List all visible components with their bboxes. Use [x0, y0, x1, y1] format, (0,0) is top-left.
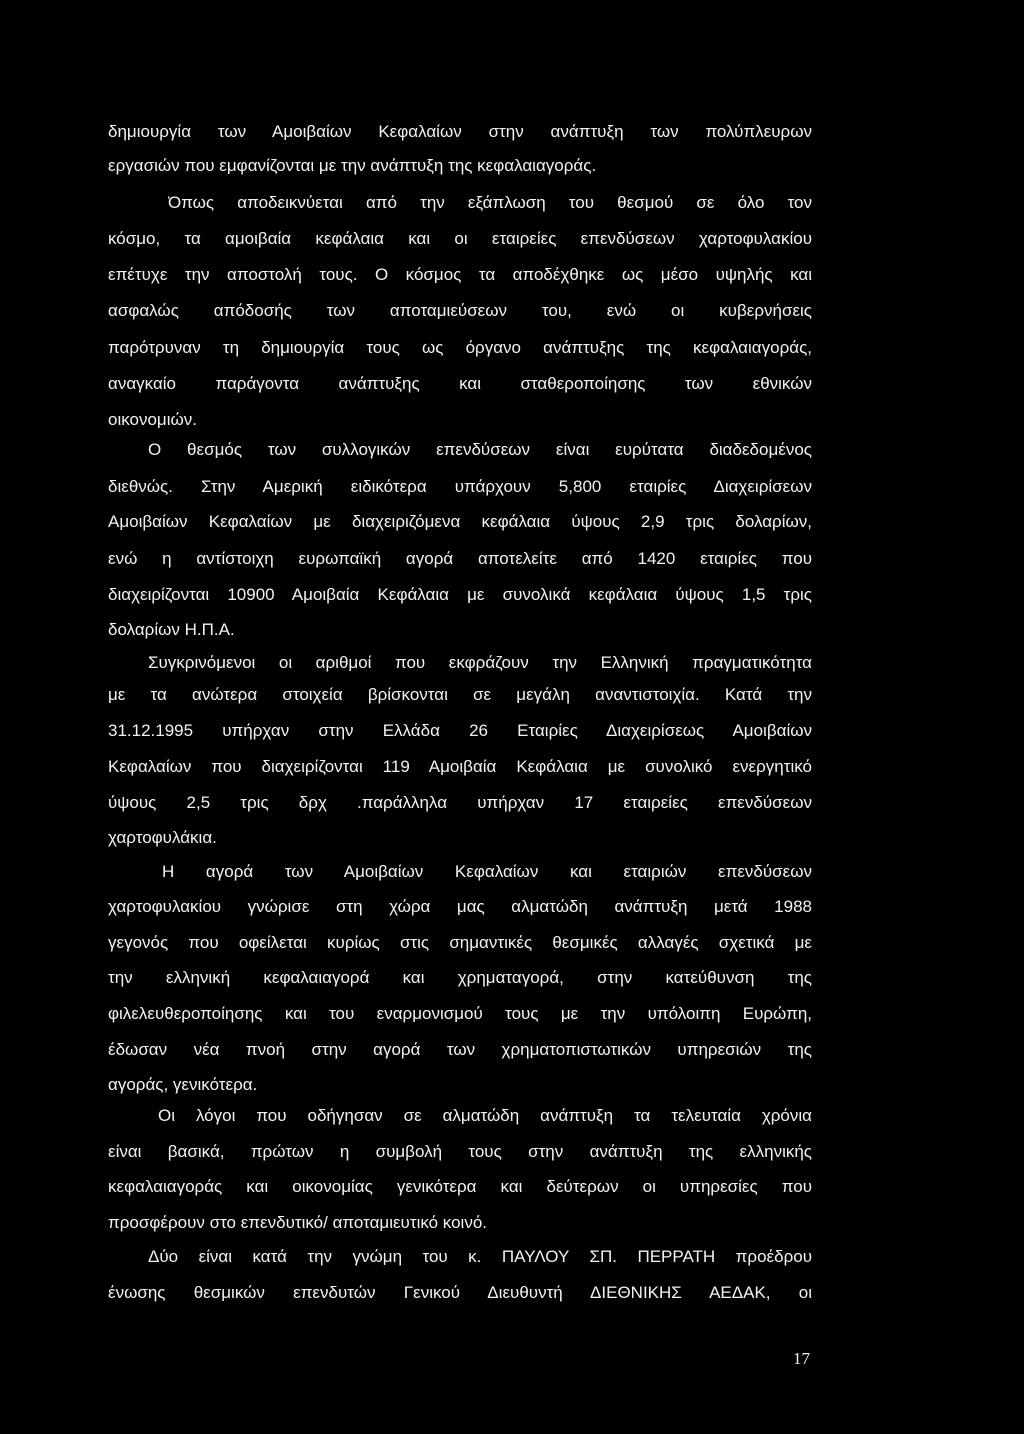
text-line: είναι βασικά, πρώτων η συμβολή τους στην ανάπτυξη της ελληνικής [108, 1142, 812, 1161]
text-line: διαχειρίζονται 10900 Αμοιβαία Κεφάλαια με συνολικά κεφάλαια ύψους 1,5 τρις [108, 585, 812, 604]
text-line: Ο θεσμός των συλλογικών επενδύσεων είναι ευρύτατα διαδεδομένος [148, 440, 812, 459]
text-line: Όπως αποδεικνύεται από την εξάπλωση του θεσμού σε όλο τον [168, 193, 812, 212]
text-line: δημιουργία των Αμοιβαίων Κεφαλαίων στην ανάπτυξη των πολύπλευρων [108, 122, 812, 141]
text-line: ένωσης θεσμικών επενδυτών Γενικού Διευθυντή ΔΙΕΘΝΙΚΗΣ ΑΕΔΑΚ, οι [108, 1283, 812, 1302]
text-line: εργασιών που εμφανίζονται με την ανάπτυξη της κεφαλαιαγοράς. [108, 156, 597, 175]
page-number: 17 [793, 1349, 810, 1368]
text-line: επέτυχε την αποστολή τους. Ο κόσμος τα αποδέχθηκε ως μέσο υψηλής και [108, 265, 812, 284]
text-line: έδωσαν νέα πνοή στην αγορά των χρηματοπιστωτικών υπηρεσιών της [108, 1040, 812, 1059]
text-line: την ελληνική κεφαλαιαγορά και χρηματαγορά, στην κατεύθυνση της [108, 968, 812, 987]
text-line: οικονομιών. [108, 410, 198, 429]
text-line: γεγονός που οφείλεται κυρίως στις σημαντικές θεσμικές αλλαγές σχετικά με [108, 933, 812, 952]
text-line: προσφέρουν στο επενδυτικό/ αποταμιευτικό κοινό. [108, 1213, 488, 1232]
text-line: Η αγορά των Αμοιβαίων Κεφαλαίων και εταιριών επενδύσεων [162, 862, 812, 881]
text-line: παρότρυναν τη δημιουργία τους ως όργανο ανάπτυξης της κεφαλαιαγοράς, [108, 338, 812, 357]
text-line: κόσμο, τα αμοιβαία κεφάλαια και οι εταιρείες επενδύσεων χαρτοφυλακίου [108, 229, 812, 248]
text-line: χαρτοφυλακίου γνώρισε στη χώρα μας αλματώδη ανάπτυξη μετά 1988 [108, 897, 812, 916]
text-line: 31.12.1995 υπήρχαν στην Ελλάδα 26 Εταιρίες Διαχειρίσεως Αμοιβαίων [108, 721, 812, 740]
text-line: δολαρίων Η.Π.Α. [108, 620, 235, 639]
text-line: Κεφαλαίων που διαχειρίζονται 119 Αμοιβαία Κεφάλαια με συνολικό ενεργητικό [108, 757, 812, 776]
text-line: Οι λόγοι που οδήγησαν σε αλματώδη ανάπτυξη τα τελευταία χρόνια [158, 1106, 812, 1125]
text-line: φιλελευθεροποίησης και του εναρμονισμού τους με την υπόλοιπη Ευρώπη, [108, 1004, 812, 1023]
text-line: διεθνώς. Στην Αμερική ειδικότερα υπάρχουν 5,800 εταιρίες Διαχειρίσεων [108, 477, 812, 496]
text-line: κεφαλαιαγοράς και οικονομίας γενικότερα και δεύτερων οι υπηρεσίες που [108, 1177, 812, 1196]
text-line: ενώ η αντίστοιχη ευρωπαϊκή αγορά αποτελείτε από 1420 εταιρίες που [108, 549, 812, 568]
text-line: Συγκρινόμενοι οι αριθμοί που εκφράζουν την Ελληνική πραγματικότητα [148, 653, 812, 672]
text-line: αγοράς, γενικότερα. [108, 1075, 258, 1094]
text-line: χαρτοφυλάκια. [108, 828, 217, 847]
text-line: με τα ανώτερα στοιχεία βρίσκονται σε μεγάλη αναντιστοιχία. Κατά την [108, 685, 812, 704]
text-line: Αμοιβαίων Κεφαλαίων με διαχειριζόμενα κεφάλαια ύψους 2,9 τρις δολαρίων, [108, 512, 812, 531]
text-line: Δύο είναι κατά την γνώμη του κ. ΠΑΥΛΟΥ ΣΠ. ΠΕΡΡΑΤΗ προέδρου [148, 1247, 812, 1266]
text-line: ύψους 2,5 τρις δρχ .παράλληλα υπήρχαν 17 εταιρείες επενδύσεων [108, 793, 812, 812]
text-line: ασφαλώς απόδοσής των αποταμιεύσεων του, ενώ οι κυβερνήσεις [108, 301, 812, 320]
text-line: αναγκαίο παράγοντα ανάπτυξης και σταθεροποίησης των εθνικών [108, 374, 812, 393]
